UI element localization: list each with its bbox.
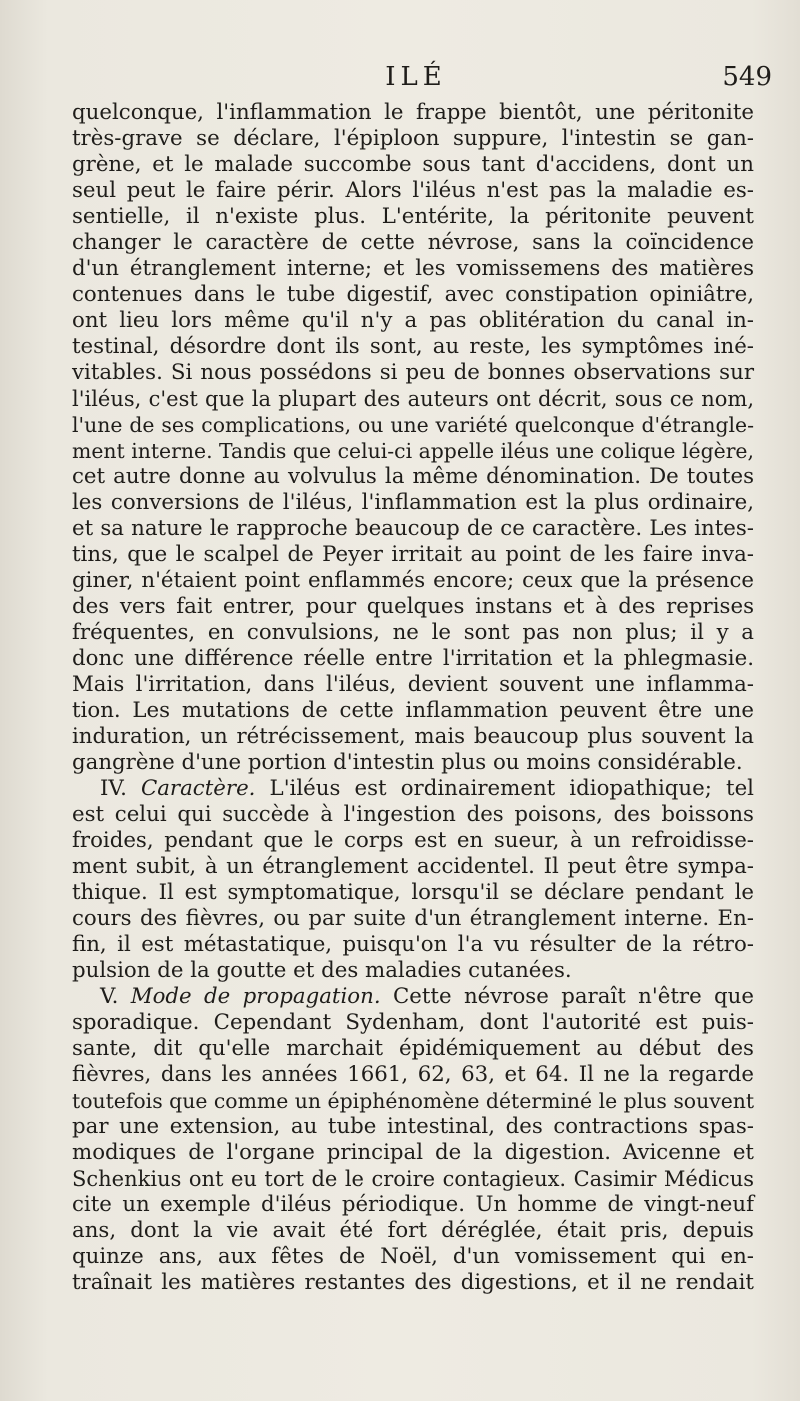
text-line: vitables. Si nous possédons si peu de bonnes observations sur	[72, 360, 754, 385]
text-line: cet autre donne au volvulus la même dénomination. De toutes	[72, 464, 754, 489]
body-text	[72, 100, 754, 1296]
text-line: gangrène d'une portion d'intestin plus ou moins considérable.	[72, 750, 743, 775]
text-line: testinal, désordre dont ils sont, au reste, les symptômes iné-	[72, 334, 754, 359]
text-line: induration, un rétrécissement, mais beaucoup plus souvent la	[72, 724, 754, 749]
text-line: Schenkius ont eu tort de le croire contagieux. Casimir Médicus	[72, 1167, 754, 1191]
text-line: pulsion de la goutte et des maladies cutanées.	[72, 958, 572, 983]
text-line: est celui qui succède à l'ingestion des poisons, des boissons	[72, 802, 754, 827]
text-line: seul peut le faire périr. Alors l'iléus n'est pas la maladie es-	[72, 178, 754, 203]
running-head: ILÉ	[385, 62, 447, 92]
text-line: cite un exemple d'iléus périodique. Un homme de vingt-neuf	[72, 1192, 754, 1217]
page-number: 549	[722, 62, 772, 92]
text-line: ment subit, à un étranglement accidentel. Il peut être sympa-	[72, 854, 754, 879]
text-line: ans, dont la vie avait été fort déréglée, était pris, depuis	[72, 1218, 754, 1243]
text-line: contenues dans le tube digestif, avec constipation opiniâtre,	[72, 282, 754, 307]
text-line: sante, dit qu'elle marchait épidémiquement au début des	[72, 1036, 754, 1061]
text-line: grène, et le malade succombe sous tant d'accidens, dont un	[72, 152, 754, 177]
text-line: thique. Il est symptomatique, lorsqu'il se déclare pendant le	[72, 880, 754, 905]
text-line: tion. Les mutations de cette inflammation peuvent être une	[72, 698, 754, 723]
text-line: giner, n'étaient point enflammés encore; ceux que la présence	[72, 568, 754, 593]
text-line: ment interne. Tandis que celui-ci appelle iléus une colique légère,	[72, 439, 754, 463]
text-line: l'une de ses complications, ou une variété quelconque d'étrangle-	[72, 413, 754, 437]
section-heading-line: IV. Caractère. L'iléus est ordinairement idiopathique; tel	[100, 776, 754, 801]
text-line: donc une différence réelle entre l'irritation et la phlegmasie.	[72, 646, 754, 671]
text-line: froides, pendant que le corps est en sueur, à un refroidisse-	[72, 828, 754, 853]
text-line: et sa nature le rapproche beaucoup de ce caractère. Les intes-	[72, 516, 754, 541]
text-line: Mais l'irritation, dans l'iléus, devient souvent une inflamma-	[72, 672, 754, 697]
text-line: fréquentes, en convulsions, ne le sont pas non plus; il y a	[72, 620, 754, 645]
text-line: toutefois que comme un épiphénomène déterminé le plus souvent	[72, 1089, 755, 1113]
text-line: très-grave se déclare, l'épiploon suppure, l'intestin se gan-	[72, 126, 754, 151]
text-line: fièvres, dans les années 1661, 62, 63, et 64. Il ne la regarde	[72, 1062, 754, 1087]
text-line: ont lieu lors même qu'il n'y a pas oblitération du canal in-	[72, 308, 754, 333]
text-line: changer le caractère de cette névrose, sans la coïncidence	[72, 230, 754, 255]
text-line: sentielle, il n'existe plus. L'entérite, la péritonite peuvent	[72, 204, 754, 229]
text-line: quinze ans, aux fêtes de Noël, d'un vomissement qui en-	[72, 1244, 754, 1269]
text-line: cours des fièvres, ou par suite d'un étranglement interne. En-	[72, 906, 754, 931]
text-line: par une extension, au tube intestinal, des contractions spas-	[72, 1114, 754, 1139]
text-line: quelconque, l'inflammation le frappe bientôt, une péritonite	[72, 100, 754, 125]
page-header	[60, 62, 772, 98]
text-line: traînait les matières restantes des digestions, et il ne rendait	[72, 1270, 754, 1295]
text-line: d'un étranglement interne; et les vomissemens des matières	[72, 256, 754, 281]
section-heading-line: V. Mode de propagation. Cette névrose paraît n'être que	[100, 984, 754, 1009]
text-line: l'iléus, c'est que la plupart des auteurs ont décrit, sous ce nom,	[72, 387, 754, 411]
text-line: sporadique. Cependant Sydenham, dont l'autorité est puis-	[72, 1010, 754, 1035]
text-line: tins, que le scalpel de Peyer irritait au point de les faire inva-	[72, 542, 754, 567]
text-line: des vers fait entrer, pour quelques instans et à des reprises	[72, 594, 754, 619]
text-line: modiques de l'organe principal de la digestion. Avicenne et	[72, 1140, 754, 1165]
text-line: les conversions de l'iléus, l'inflammation est la plus ordinaire,	[72, 490, 754, 515]
text-line: fin, il est métastatique, puisqu'on l'a vu résulter de la rétro-	[72, 932, 754, 957]
